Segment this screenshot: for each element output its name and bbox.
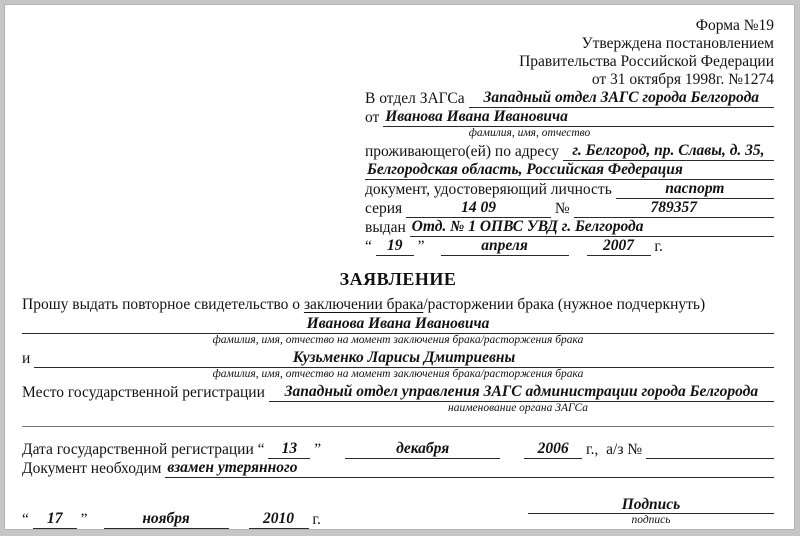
issue-month-field: апреля [441, 236, 569, 256]
approved-line-3: от 31 октября 1998г. №1274 [591, 71, 774, 88]
application-form-page [5, 5, 794, 529]
applicant-name-caption: фамилия, имя, отчество [468, 127, 591, 139]
registration-place-caption: наименование органа ЗАГСа [447, 402, 589, 414]
zags-office-row [365, 89, 774, 108]
address-row-2 [365, 161, 774, 180]
quote-close: ” [310, 441, 322, 458]
application-date-signature-row [22, 495, 774, 529]
applicant-row [365, 108, 774, 127]
registration-date-row [22, 440, 774, 459]
identity-doc-field: паспорт [616, 179, 774, 199]
address-label: проживающего(ей) по адресу [365, 143, 563, 160]
application-day-field: 17 [33, 509, 77, 529]
series-number-row [365, 199, 774, 218]
empty-rule-line [22, 426, 774, 427]
registration-place-label: Место государственной регистрации [22, 384, 269, 401]
request-suffix: /расторжении брака (нужное подчеркнуть) [423, 296, 706, 313]
identity-doc-row [365, 180, 774, 199]
quote-open: “ [257, 441, 269, 458]
caption-spacer [22, 402, 262, 417]
spouse2-row [22, 349, 774, 368]
application-year-suffix: г. [308, 511, 321, 528]
spouse1-row [22, 315, 774, 334]
issued-by-row [365, 218, 774, 237]
registration-place-row [22, 383, 774, 402]
quote-close: ” [413, 238, 425, 255]
document-needed-row [22, 459, 774, 478]
spouse1-name-field: Иванова Ивана Ивановича [22, 314, 774, 334]
request-line [22, 295, 774, 315]
application-month-field: ноября [104, 509, 229, 529]
issue-date-row [365, 237, 774, 256]
spouse2-name-field: Кузьменко Ларисы Дмитриевны [34, 348, 774, 368]
signature-field: Подпись [528, 495, 774, 514]
registration-year-field: 2006 [524, 439, 582, 459]
identity-doc-label: документ, удостоверяющий личность [365, 181, 616, 198]
registration-month-field: декабря [345, 439, 500, 459]
zags-office-label: В отдел ЗАГСа [365, 90, 469, 107]
registration-date-label: Дата государственной регистрации [22, 441, 258, 458]
and-label: и [22, 350, 35, 367]
signature-block [528, 495, 774, 529]
issued-by-label: выдан [365, 219, 410, 236]
quote-open: “ [365, 238, 376, 255]
address-field-line1: г. Белгород, пр. Славы, д. 35, [563, 141, 774, 161]
number-field: 789357 [574, 198, 774, 218]
approved-line-1: Утверждена постановлением [581, 35, 774, 52]
zags-office-field: Западный отдел ЗАГС города Белгорода [469, 88, 774, 108]
address-row-1 [365, 142, 774, 161]
approved-line-2: Правительства Российской Федерации [519, 53, 774, 70]
document-needed-label: Документ необходим [22, 460, 166, 477]
request-underlined-choice: заключении брака [303, 296, 424, 313]
spouse1-caption: фамилия, имя, отчество на момент заключения брака/расторжения брака [212, 334, 584, 346]
form-number: Форма №19 [695, 17, 774, 34]
document-title: ЗАЯВЛЕНИЕ [339, 269, 457, 289]
spouse2-caption: фамилия, имя, отчество на момент заключения брака/расторжения брака [212, 368, 584, 380]
issue-day-field: 19 [376, 236, 414, 256]
form-header-block [365, 17, 774, 256]
address-field-line2: Белгородская область, Российская Федерация [365, 160, 774, 180]
number-label: № [551, 200, 574, 217]
registration-day-field: 13 [268, 439, 310, 459]
signature-caption: подпись [631, 514, 671, 526]
series-label: серия [365, 200, 406, 217]
quote-open: “ [22, 511, 33, 528]
from-label: от [365, 109, 384, 126]
issue-year-suffix: г. [650, 238, 663, 255]
registration-place-caption-row [22, 402, 774, 417]
issued-by-field: Отд. № 1 ОПВС УВД г. Белгорода [410, 217, 774, 237]
applicant-name-field: Иванова Ивана Ивановича [383, 107, 774, 127]
request-prefix: Прошу выдать повторное свидетельство о [22, 296, 304, 313]
application-year-field: 2010 [249, 509, 309, 529]
document-needed-field: взамен утерянного [165, 458, 774, 478]
series-field: 14 09 [406, 198, 551, 218]
registration-place-field: Западный отдел управления ЗАГС администрации города Белгорода [269, 382, 774, 402]
act-record-label: г., а/з № [582, 441, 647, 458]
application-date-group [22, 510, 518, 529]
issue-year-field: 2007 [587, 236, 651, 256]
quote-close: ” [76, 511, 88, 528]
